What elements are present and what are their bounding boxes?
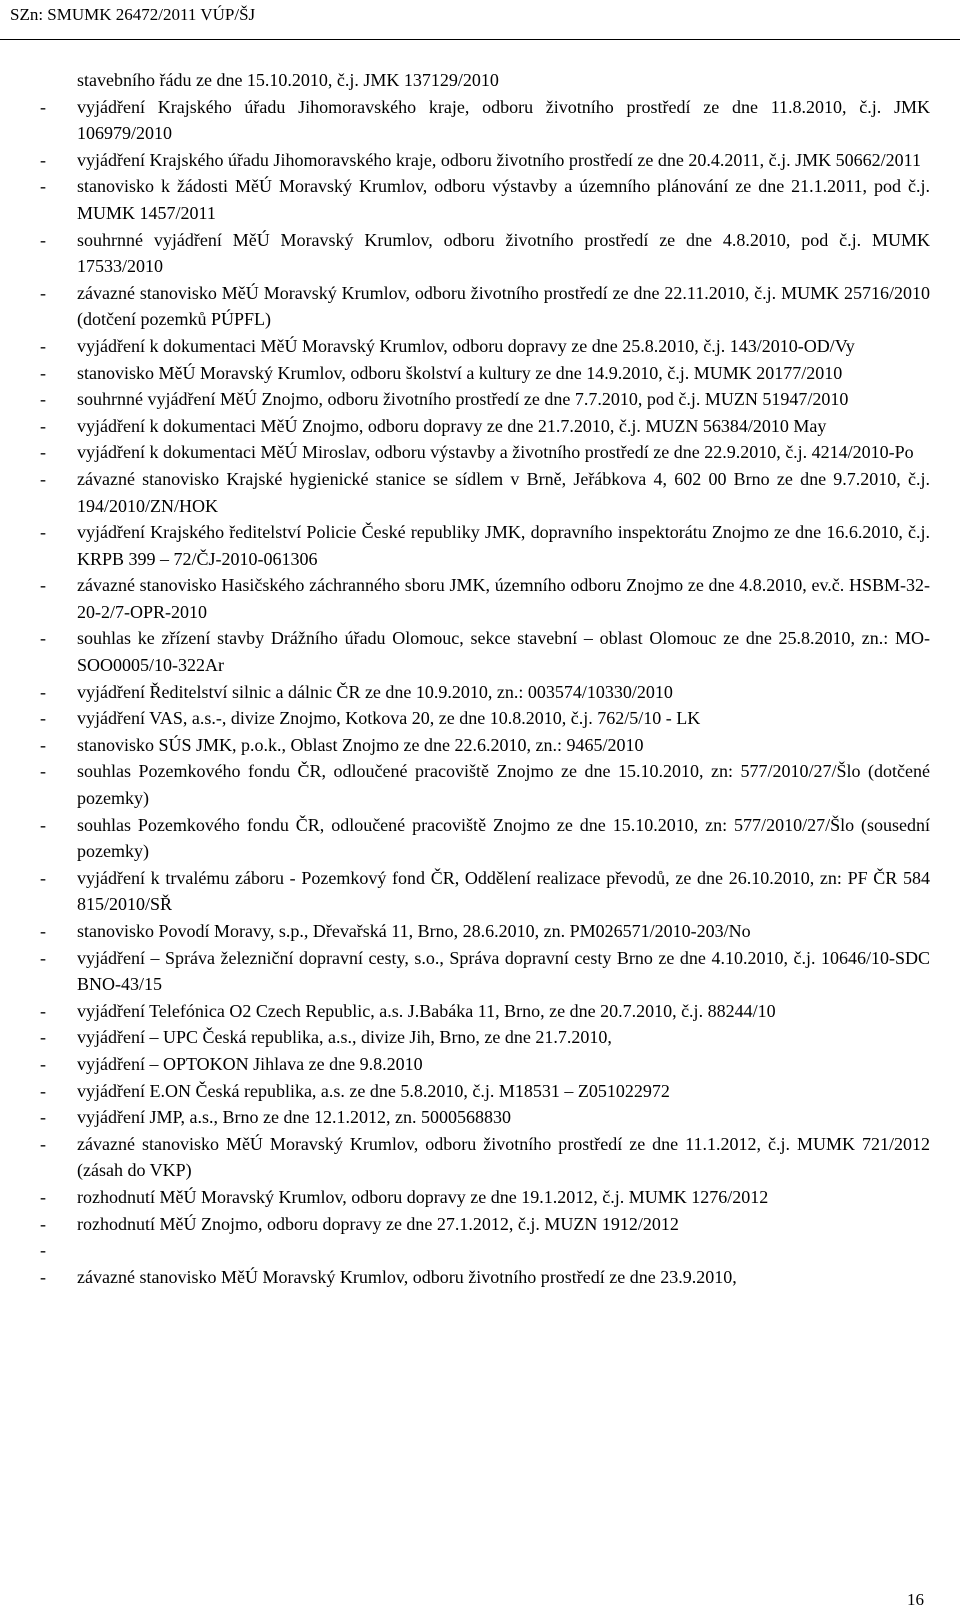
- list-item: [40, 333, 930, 360]
- list-item: [40, 679, 930, 706]
- list-dash: -: [40, 1133, 46, 1154]
- list-dash: -: [40, 335, 46, 356]
- document-body: [40, 67, 930, 1290]
- list-item-text: závazné stanovisko MěÚ Moravský Krumlov, odboru životního prostředí ze dne 23.9.2010,: [77, 1266, 737, 1287]
- list-item-text: stanovisko MěÚ Moravský Krumlov, odboru školství a kultury ze dne 14.9.2010, č.j. MUMK 20177/2010: [77, 362, 843, 383]
- list-item: [40, 865, 930, 918]
- list-dash: -: [40, 1080, 46, 1101]
- list-item-text: vyjádření – OPTOKON Jihlava ze dne 9.8.2010: [77, 1053, 423, 1074]
- list-dash: -: [40, 734, 46, 755]
- list-item-text: závazné stanovisko MěÚ Moravský Krumlov, odboru životního prostředí ze dne 22.11.2010, č.j. MUMK 25716/2010 (dotčení pozemků PÚPFL): [77, 282, 930, 330]
- list-item: [40, 812, 930, 865]
- list-item: [40, 1264, 930, 1291]
- list-item: [40, 1131, 930, 1184]
- list-item: [40, 147, 930, 174]
- list-item: [40, 918, 930, 945]
- list-dash: -: [40, 389, 46, 410]
- list-item-text: stanovisko Povodí Moravy, s.p., Dřevařská 11, Brno, 28.6.2010, zn. PM026571/2010-203/No: [77, 921, 751, 941]
- list-dash: -: [40, 229, 46, 250]
- list-item-text: souhlas Pozemkového fondu ČR, odloučené pracoviště Znojmo ze dne 15.10.2010, zn: 577/2010/27/Šlo (sousední pozemky): [77, 814, 930, 862]
- list-item: [40, 705, 930, 732]
- list-dash: -: [40, 947, 46, 968]
- list-item: [40, 519, 930, 572]
- list-item-text: souhlas ke zřízení stavby Drážního úřadu Olomouc, sekce stavební – oblast Olomouc ze dne 25.8.2010, zn.: MO-SOO0005/10-322Ar: [77, 628, 930, 676]
- list-item-text: závazné stanovisko Hasičského záchranného sboru JMK, územního odboru Znojmo ze dne 4.8.2010, ev.č. HSBM-32-20-2/7-OPR-2010: [77, 575, 930, 622]
- list-item: [40, 732, 930, 759]
- list-item-text: závazné stanovisko MěÚ Moravský Krumlov, odboru životního prostředí ze dne 11.1.2012, č.j. MUMK 721/2012 (zásah do VKP): [77, 1133, 930, 1181]
- list-item-text: závazné stanovisko Krajské hygienické stanice se sídlem v Brně, Jeřábkova 4, 602 00 Brno ze dne 9.7.2010, č.j. 194/2010/ZN/HOK: [77, 468, 930, 516]
- list-dash: -: [40, 1000, 46, 1021]
- list-item: [40, 280, 930, 333]
- list-dash: -: [40, 468, 46, 489]
- list-item-text: rozhodnutí MěÚ Moravský Krumlov, odboru dopravy ze dne 19.1.2012, č.j. MUMK 1276/2012: [77, 1186, 769, 1207]
- list-item: [40, 1184, 930, 1211]
- list-item-text: vyjádření Telefónica O2 Czech Republic, a.s. J.Babáka 11, Brno, ze dne 20.7.2010, č.j. 88244/10: [77, 1000, 776, 1021]
- list-item-text: vyjádření JMP, a.s., Brno ze dne 12.1.2012, zn. 5000568830: [77, 1107, 511, 1128]
- list-item-text: souhrnné vyjádření MěÚ Moravský Krumlov, odboru životního prostředí ze dne 4.8.2010, pod č.j. MUMK 17533/2010: [77, 229, 930, 277]
- list-dash: -: [40, 1213, 46, 1234]
- list-item-text: vyjádření Krajského úřadu Jihomoravského kraje, odboru životního prostředí ze dne 11.8.2010, č.j. JMK 106979/2010: [77, 96, 930, 144]
- list-item: [40, 998, 930, 1025]
- list-item-text: vyjádření Krajského úřadu Jihomoravského kraje, odboru životního prostředí ze dne 20.4.2011, č.j. JMK 50662/2011: [77, 149, 921, 170]
- list-item: [40, 945, 930, 998]
- list-dash: -: [40, 1027, 46, 1048]
- list-item-text: vyjádření E.ON Česká republika, a.s. ze dne 5.8.2010, č.j. M18531 – Z051022972: [77, 1080, 670, 1101]
- list-item-text: vyjádření k dokumentaci MěÚ Znojmo, odboru dopravy ze dne 21.7.2010, č.j. MUZN 56384/2010 May: [77, 415, 827, 436]
- list-item: [40, 413, 930, 440]
- list-item: [40, 1024, 930, 1051]
- list-dash: -: [40, 1266, 46, 1287]
- statement-list: [40, 94, 930, 1291]
- list-dash: -: [40, 176, 46, 197]
- list-item-text: vyjádření k dokumentaci MěÚ Miroslav, odboru výstavby a životního prostředí ze dne 22.9.2010, č.j. 4214/2010-Po: [77, 442, 914, 463]
- page-number: 16: [907, 1590, 924, 1609]
- list-dash: -: [40, 575, 46, 596]
- list-item-text: vyjádření Krajského ředitelství Policie České republiky JMK, dopravního inspektorátu Znojmo ze dne 16.6.2010, č.j. KRPB 399 – 72/ČJ-2010-061306: [77, 522, 930, 569]
- list-dash: -: [40, 282, 46, 303]
- list-dash: -: [40, 442, 46, 463]
- page-header: [0, 0, 960, 40]
- list-dash: -: [40, 1053, 46, 1074]
- list-item: [40, 1078, 930, 1105]
- list-dash: -: [40, 1240, 46, 1261]
- list-item: [40, 466, 930, 519]
- list-item-text: vyjádření k trvalému záboru - Pozemkový fond ČR, Oddělení realizace převodů, ze dne 26.10.2010, zn: PF ČR 584 815/2010/SŘ: [77, 867, 930, 915]
- list-dash: -: [40, 415, 46, 436]
- list-item: [40, 758, 930, 811]
- list-item-text: rozhodnutí MěÚ Znojmo, odboru dopravy ze dne 27.1.2012, č.j. MUZN 1912/2012: [77, 1213, 679, 1234]
- list-item-text: stanovisko SÚS JMK, p.o.k., Oblast Znojmo ze dne 22.6.2010, zn.: 9465/2010: [77, 734, 644, 755]
- list-dash: -: [40, 628, 46, 649]
- intro-line: stavebního řádu ze dne 15.10.2010, č.j. JMK 137129/2010: [77, 70, 499, 90]
- list-dash: -: [40, 708, 46, 729]
- list-item: [40, 439, 930, 466]
- list-item-text: vyjádření – UPC Česká republika, a.s., divize Jih, Brno, ze dne 21.7.2010,: [77, 1027, 612, 1048]
- list-dash: -: [40, 814, 46, 835]
- list-item: [40, 1211, 930, 1238]
- list-item-text: souhlas Pozemkového fondu ČR, odloučené pracoviště Znojmo ze dne 15.10.2010, zn: 577/2010/27/Šlo (dotčené pozemky): [77, 761, 930, 809]
- list-item-text: vyjádření VAS, a.s.-, divize Znojmo, Kotkova 20, ze dne 10.8.2010, č.j. 762/5/10 - LK: [77, 708, 701, 729]
- header-reference-number: SZn: SMUMK 26472/2011 VÚP/ŠJ: [10, 5, 256, 24]
- list-item: [40, 572, 930, 625]
- list-dash: -: [40, 867, 46, 888]
- list-item: [40, 386, 930, 413]
- list-item-text: vyjádření k dokumentaci MěÚ Moravský Krumlov, odboru dopravy ze dne 25.8.2010, č.j. 143/2010-OD/Vy: [77, 335, 855, 356]
- list-dash: -: [40, 761, 46, 782]
- list-dash: -: [40, 681, 46, 702]
- list-item: [40, 227, 930, 280]
- list-item: [40, 94, 930, 147]
- list-item-text: vyjádření – Správa železniční dopravní cesty, s.o., Správa dopravní cesty Brno ze dne 4.10.2010, č.j. 10646/10-SDC BNO-43/15: [77, 947, 930, 995]
- list-item-text: souhrnné vyjádření MěÚ Znojmo, odboru životního prostředí ze dne 7.7.2010, pod č.j. MUZN 51947/2010: [77, 389, 849, 410]
- list-item-text: [77, 1237, 930, 1264]
- list-dash: -: [40, 1186, 46, 1207]
- list-item: [40, 173, 930, 226]
- list-dash: -: [40, 1107, 46, 1128]
- list-item: [40, 1051, 930, 1078]
- list-dash: -: [40, 149, 46, 170]
- list-dash: -: [40, 522, 46, 543]
- list-item: [40, 360, 930, 387]
- list-item-text: stanovisko k žádosti MěÚ Moravský Krumlov, odboru výstavby a územního plánování ze dne 21.1.2011, pod č.j. MUMK 1457/2011: [77, 176, 930, 223]
- list-dash: -: [40, 362, 46, 383]
- list-item-text: vyjádření Ředitelství silnic a dálnic ČR ze dne 10.9.2010, zn.: 003574/10330/2010: [77, 681, 673, 702]
- list-dash: -: [40, 96, 46, 117]
- list-dash: -: [40, 921, 46, 941]
- list-item: [40, 1237, 930, 1264]
- list-item: [40, 625, 930, 678]
- list-item: [40, 1104, 930, 1131]
